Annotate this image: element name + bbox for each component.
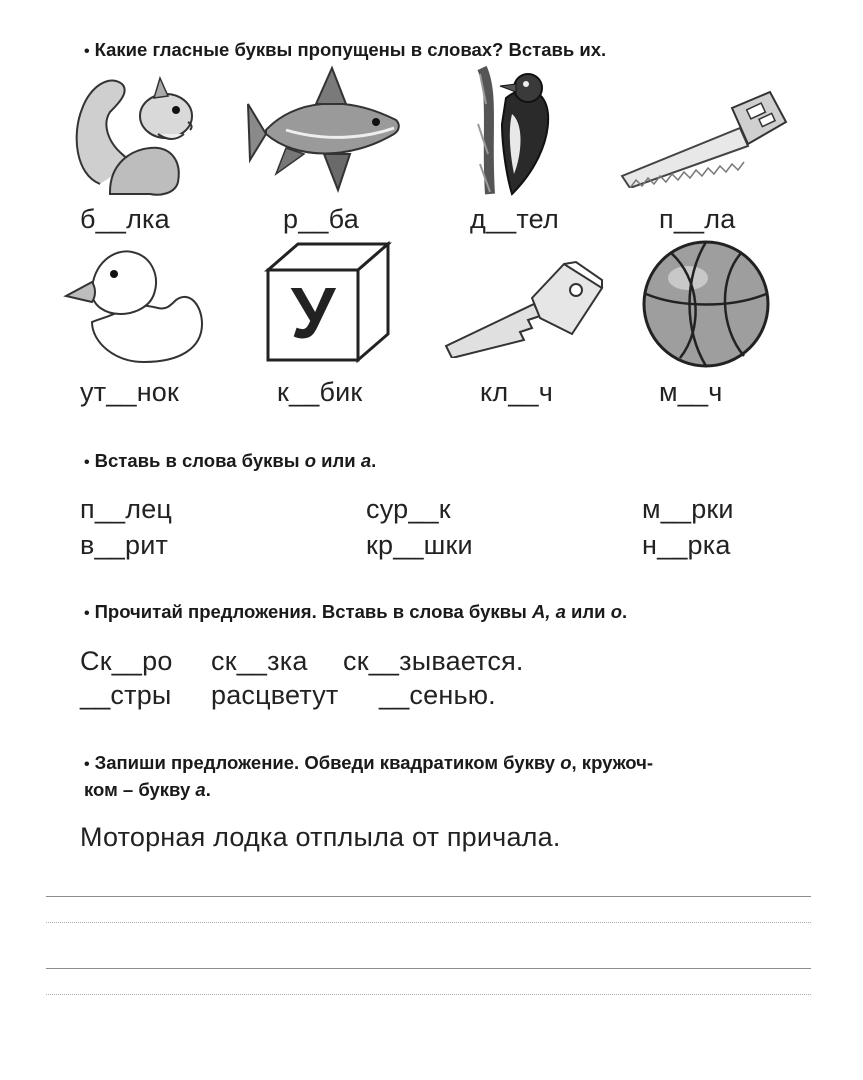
task2-instruction xyxy=(84,450,376,472)
task2-instruction-mid: или xyxy=(316,450,361,471)
task4-sentence: Моторная лодка отплыла от причала. xyxy=(80,822,561,852)
task3-instruction xyxy=(84,601,627,623)
task3-word: __стры xyxy=(80,680,172,710)
task3-word: ск__зка xyxy=(211,646,308,676)
word-fish: р__ба xyxy=(283,204,359,234)
word-woodpecker: д__тел xyxy=(470,204,559,234)
task3-word: ск__зывается. xyxy=(343,646,524,676)
cube-letter: У xyxy=(290,274,336,354)
task1-instruction xyxy=(84,39,606,61)
ball-icon xyxy=(640,238,772,370)
writing-line[interactable] xyxy=(46,968,811,969)
writing-line-guide xyxy=(46,922,811,923)
task4-instruction-text2: ком – букву xyxy=(84,779,196,800)
key-icon xyxy=(444,258,604,358)
word-key: кл__ч xyxy=(480,377,553,407)
letter-o: о xyxy=(304,450,317,471)
task3-word: расцветут xyxy=(211,680,339,710)
task3-word: Ск__ро xyxy=(80,646,173,676)
task2-instruction-end: . xyxy=(371,450,377,471)
task2-word: кр__шки xyxy=(366,530,473,560)
task3-word: __сенью. xyxy=(379,680,496,710)
letter-o: о xyxy=(560,752,572,773)
letters-a: А, а xyxy=(531,601,566,622)
duckling-icon xyxy=(62,244,210,370)
task2-instruction-text: Вставь в слова буквы xyxy=(94,450,305,471)
word-cube: к__бик xyxy=(277,377,363,407)
saw-icon xyxy=(620,88,788,188)
task4-instruction-end2: . xyxy=(205,779,211,800)
task3-instruction-text: Прочитай предложения. Вставь в слова буквы xyxy=(94,601,532,622)
writing-line[interactable] xyxy=(46,896,811,897)
cube-icon xyxy=(264,240,392,364)
writing-line-guide xyxy=(46,994,811,995)
letter-o: о xyxy=(610,601,623,622)
bullet: • xyxy=(84,454,90,471)
word-saw: п__ла xyxy=(659,204,736,234)
task2-word: сур__к xyxy=(366,494,451,524)
task3-instruction-end: . xyxy=(622,601,628,622)
bullet: • xyxy=(84,43,90,60)
bullet: • xyxy=(84,605,90,622)
bullet: • xyxy=(84,756,90,773)
task3-instruction-mid: или xyxy=(565,601,611,622)
task4-instruction-line2 xyxy=(84,779,211,801)
task4-instruction-text: Запиши предложение. Обведи квадратиком букву xyxy=(94,752,561,773)
letter-a: а xyxy=(360,450,372,471)
task4-instruction-end: , кружоч- xyxy=(571,752,654,773)
squirrel-icon xyxy=(70,64,200,200)
task2-word: в__рит xyxy=(80,530,169,560)
task2-word: н__рка xyxy=(642,530,731,560)
task2-word: п__лец xyxy=(80,494,173,524)
fish-icon xyxy=(246,64,408,196)
task4-instruction-line1 xyxy=(84,752,653,774)
word-duckling: ут__нок xyxy=(80,377,180,407)
task1-instruction-text: Какие гласные буквы пропущены в словах? Вставь их. xyxy=(94,39,607,60)
word-squirrel: б__лка xyxy=(80,204,170,234)
woodpecker-icon xyxy=(476,64,554,198)
word-ball: м__ч xyxy=(659,377,723,407)
task2-word: м__рки xyxy=(642,494,734,524)
letter-a: а xyxy=(195,779,206,800)
